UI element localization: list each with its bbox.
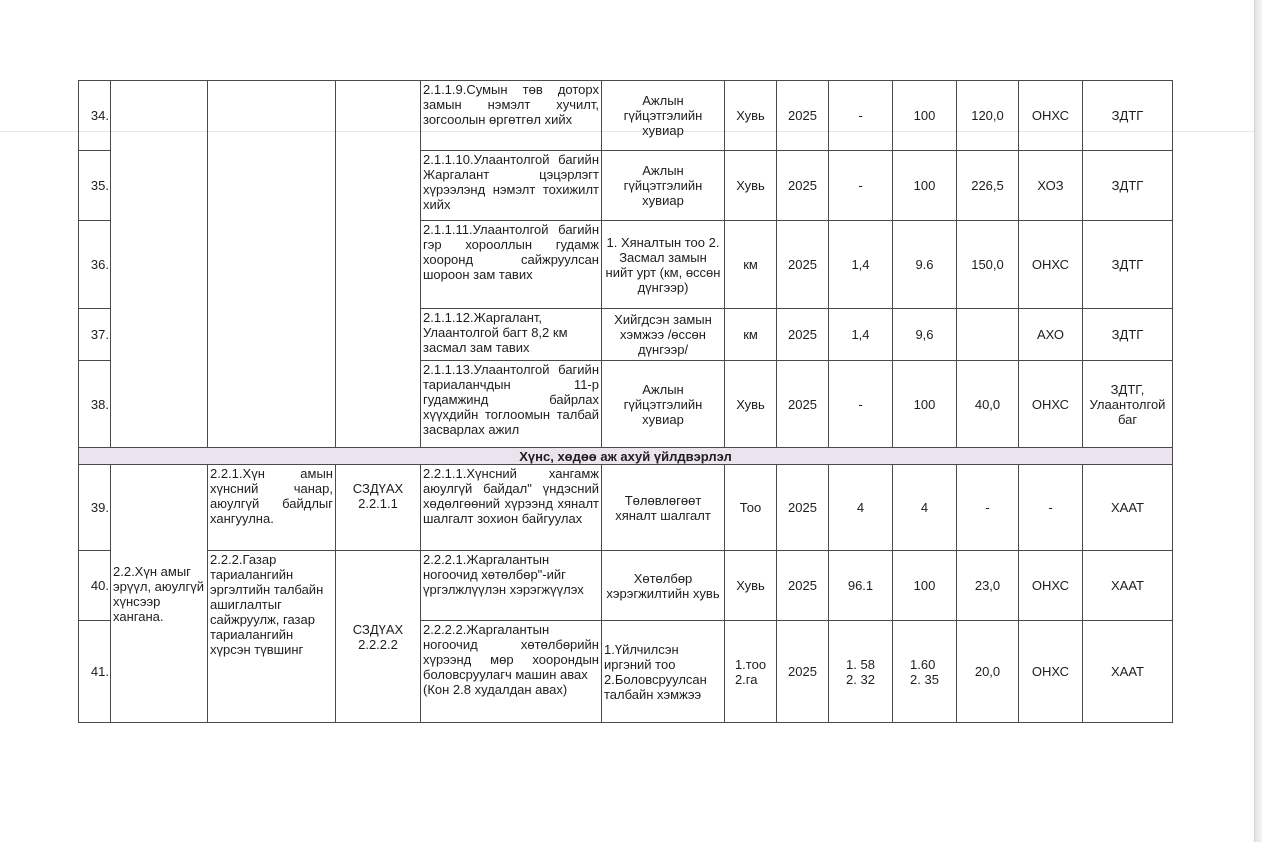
budget-cell: 120,0 xyxy=(957,81,1019,151)
table-row xyxy=(79,465,1173,551)
year-cell: 2025 xyxy=(777,309,829,361)
budget-cell: 23,0 xyxy=(957,551,1019,621)
source-cell: - xyxy=(1019,465,1083,551)
responsible-cell: ХААТ xyxy=(1083,551,1173,621)
table-row xyxy=(79,81,1173,151)
row-number: 38. xyxy=(79,361,111,448)
responsible-cell: ЗДТГ xyxy=(1083,309,1173,361)
budget-cell: - xyxy=(957,465,1019,551)
unit-cell: Хувь xyxy=(725,81,777,151)
code-cell-empty xyxy=(336,81,421,448)
indicator-cell: Ажлын гүйцэтгэлийн хувиар xyxy=(602,151,725,221)
source-cell: ОНХС xyxy=(1019,81,1083,151)
year-cell: 2025 xyxy=(777,551,829,621)
responsible-cell: ХААТ xyxy=(1083,465,1173,551)
baseline-cell: 4 xyxy=(829,465,893,551)
goal-cell: 2.2.Хүн амыг эрүүл, аюулгүй хүнсээр хангана. xyxy=(111,465,208,723)
year-cell: 2025 xyxy=(777,621,829,723)
indicator-cell: Хөтөлбөр хэрэгжилтийн хувь xyxy=(602,551,725,621)
target-cell: 100 xyxy=(893,361,957,448)
responsible-cell: ЗДТГ xyxy=(1083,151,1173,221)
goal-cell-empty xyxy=(111,81,208,448)
baseline-cell: - xyxy=(829,151,893,221)
budget-cell: 150,0 xyxy=(957,221,1019,309)
activity-cell: 2.1.1.13.Улаантолгой багийн тариаланчдын 11-р гудамжинд байрлах хүүхдийн тоглоомын талбай засварлах ажил xyxy=(421,361,602,448)
row-number: 37. xyxy=(79,309,111,361)
section-header-row xyxy=(79,448,1173,465)
budget-cell: 40,0 xyxy=(957,361,1019,448)
objective-cell: 2.2.2.Газар тариалангийн эргэлтийн талбайн ашиглалтыг сайжруулж, газар тариалангийн хүрсэн түвшинг xyxy=(208,551,336,723)
baseline-value: 1. 58 2. 32 xyxy=(846,656,875,687)
unit-cell: Хувь xyxy=(725,361,777,448)
plan-table xyxy=(78,80,1173,723)
activity-cell: 2.2.1.1.Хүнсний хангамж аюулгүй байдал" үндэсний хөдөлгөөний хүрээнд хяналт шалгалт зохион байгуулах xyxy=(421,465,602,551)
unit-cell: Хувь xyxy=(725,551,777,621)
unit-cell: км xyxy=(725,221,777,309)
target-cell: 9,6 xyxy=(893,309,957,361)
activity-cell: 2.1.1.12.Жаргалант, Улаантолгой багт 8,2 км засмал зам тавих xyxy=(421,309,602,361)
budget-cell xyxy=(957,309,1019,361)
unit-cell: Тоо xyxy=(725,465,777,551)
budget-cell: 20,0 xyxy=(957,621,1019,723)
target-cell: 100 xyxy=(893,551,957,621)
row-number: 35. xyxy=(79,151,111,221)
section-title: Хүнс, хөдөө аж ахуй үйлдвэрлэл xyxy=(79,448,1173,465)
indicator-cell: Ажлын гүйцэтгэлийн хувиар xyxy=(602,81,725,151)
unit-cell: Хувь xyxy=(725,151,777,221)
unit-value: 1.тоо 2.га xyxy=(734,656,767,687)
row-number: 36. xyxy=(79,221,111,309)
baseline-cell: - xyxy=(829,81,893,151)
baseline-cell: 96.1 xyxy=(829,551,893,621)
baseline-cell: - xyxy=(829,361,893,448)
objective-cell-empty xyxy=(208,81,336,448)
target-cell: 4 xyxy=(893,465,957,551)
indicator-cell: Хийгдсэн замын хэмжээ /өссөн дүнгээр/ xyxy=(602,309,725,361)
objective-cell: 2.2.1.Хүн амын хүнсний чанар, аюулгүй байдлыг хангуулна. xyxy=(208,465,336,551)
vertical-scrollbar[interactable] xyxy=(1254,0,1262,842)
row-number: 41. xyxy=(79,621,111,723)
responsible-cell: ЗДТГ xyxy=(1083,221,1173,309)
activity-cell: 2.2.2.1.Жаргалантын ногоочид хөтөлбөр"-ийг үргэлжлүүлэн хэрэгжүүлэх xyxy=(421,551,602,621)
indicator-cell: Төлөвлөгөөт хяналт шалгалт xyxy=(602,465,725,551)
year-cell: 2025 xyxy=(777,81,829,151)
source-cell: ОНХС xyxy=(1019,361,1083,448)
target-value: 1.60 2. 35 xyxy=(910,656,939,687)
indicator-cell: Ажлын гүйцэтгэлийн хувиар xyxy=(602,361,725,448)
year-cell: 2025 xyxy=(777,221,829,309)
target-cell: 9.6 xyxy=(893,221,957,309)
budget-cell: 226,5 xyxy=(957,151,1019,221)
source-cell: ХОЗ xyxy=(1019,151,1083,221)
year-cell: 2025 xyxy=(777,151,829,221)
indicator-cell: 1.Үйлчилсэн иргэний тоо 2.Боловсруулсан талбайн хэмжээ xyxy=(602,621,725,723)
source-cell: ОНХС xyxy=(1019,221,1083,309)
code-cell: СЗДҮАХ 2.2.1.1 xyxy=(336,465,421,551)
unit-cell xyxy=(725,621,777,723)
target-cell: 100 xyxy=(893,81,957,151)
baseline-cell: 1,4 xyxy=(829,309,893,361)
responsible-cell: ХААТ xyxy=(1083,621,1173,723)
row-number: 34. xyxy=(79,81,111,151)
year-cell: 2025 xyxy=(777,361,829,448)
code-cell: СЗДҮАХ 2.2.2.2 xyxy=(336,551,421,723)
indicator-cell: 1. Хяналтын тоо 2. Засмал замын нийт урт (км, өссөн дүнгээр) xyxy=(602,221,725,309)
activity-text: 2.2.2.2.Жаргалантын ногоочид хөтөлбөрийн хүрээнд мөр хоорондын боловсруулагч машин авах xyxy=(423,622,599,682)
activity-cell: 2.1.1.10.Улаантолгой багийн Жаргалант цэцэрлэгт хүрээлэнд нэмэлт тохижилт хийх xyxy=(421,151,602,221)
source-cell: ОНХС xyxy=(1019,621,1083,723)
activity-note: (Кон 2.8 худалдан авах) xyxy=(423,682,568,697)
source-cell: АХО xyxy=(1019,309,1083,361)
row-number: 39. xyxy=(79,465,111,551)
unit-cell: км xyxy=(725,309,777,361)
source-cell: ОНХС xyxy=(1019,551,1083,621)
target-cell xyxy=(893,621,957,723)
baseline-cell xyxy=(829,621,893,723)
responsible-cell: ЗДТГ, Улаантолгой баг xyxy=(1083,361,1173,448)
activity-cell: 2.1.1.11.Улаантолгой багийн гэр хорооллын гудамж хооронд сайжруулсан шороон зам тавих xyxy=(421,221,602,309)
activity-cell: 2.1.1.9.Сумын төв доторх замын нэмэлт хучилт, зогсоолын өргөтгөл хийх xyxy=(421,81,602,151)
baseline-cell: 1,4 xyxy=(829,221,893,309)
activity-cell xyxy=(421,621,602,723)
target-cell: 100 xyxy=(893,151,957,221)
responsible-cell: ЗДТГ xyxy=(1083,81,1173,151)
year-cell: 2025 xyxy=(777,465,829,551)
row-number: 40. xyxy=(79,551,111,621)
table-row xyxy=(79,551,1173,621)
